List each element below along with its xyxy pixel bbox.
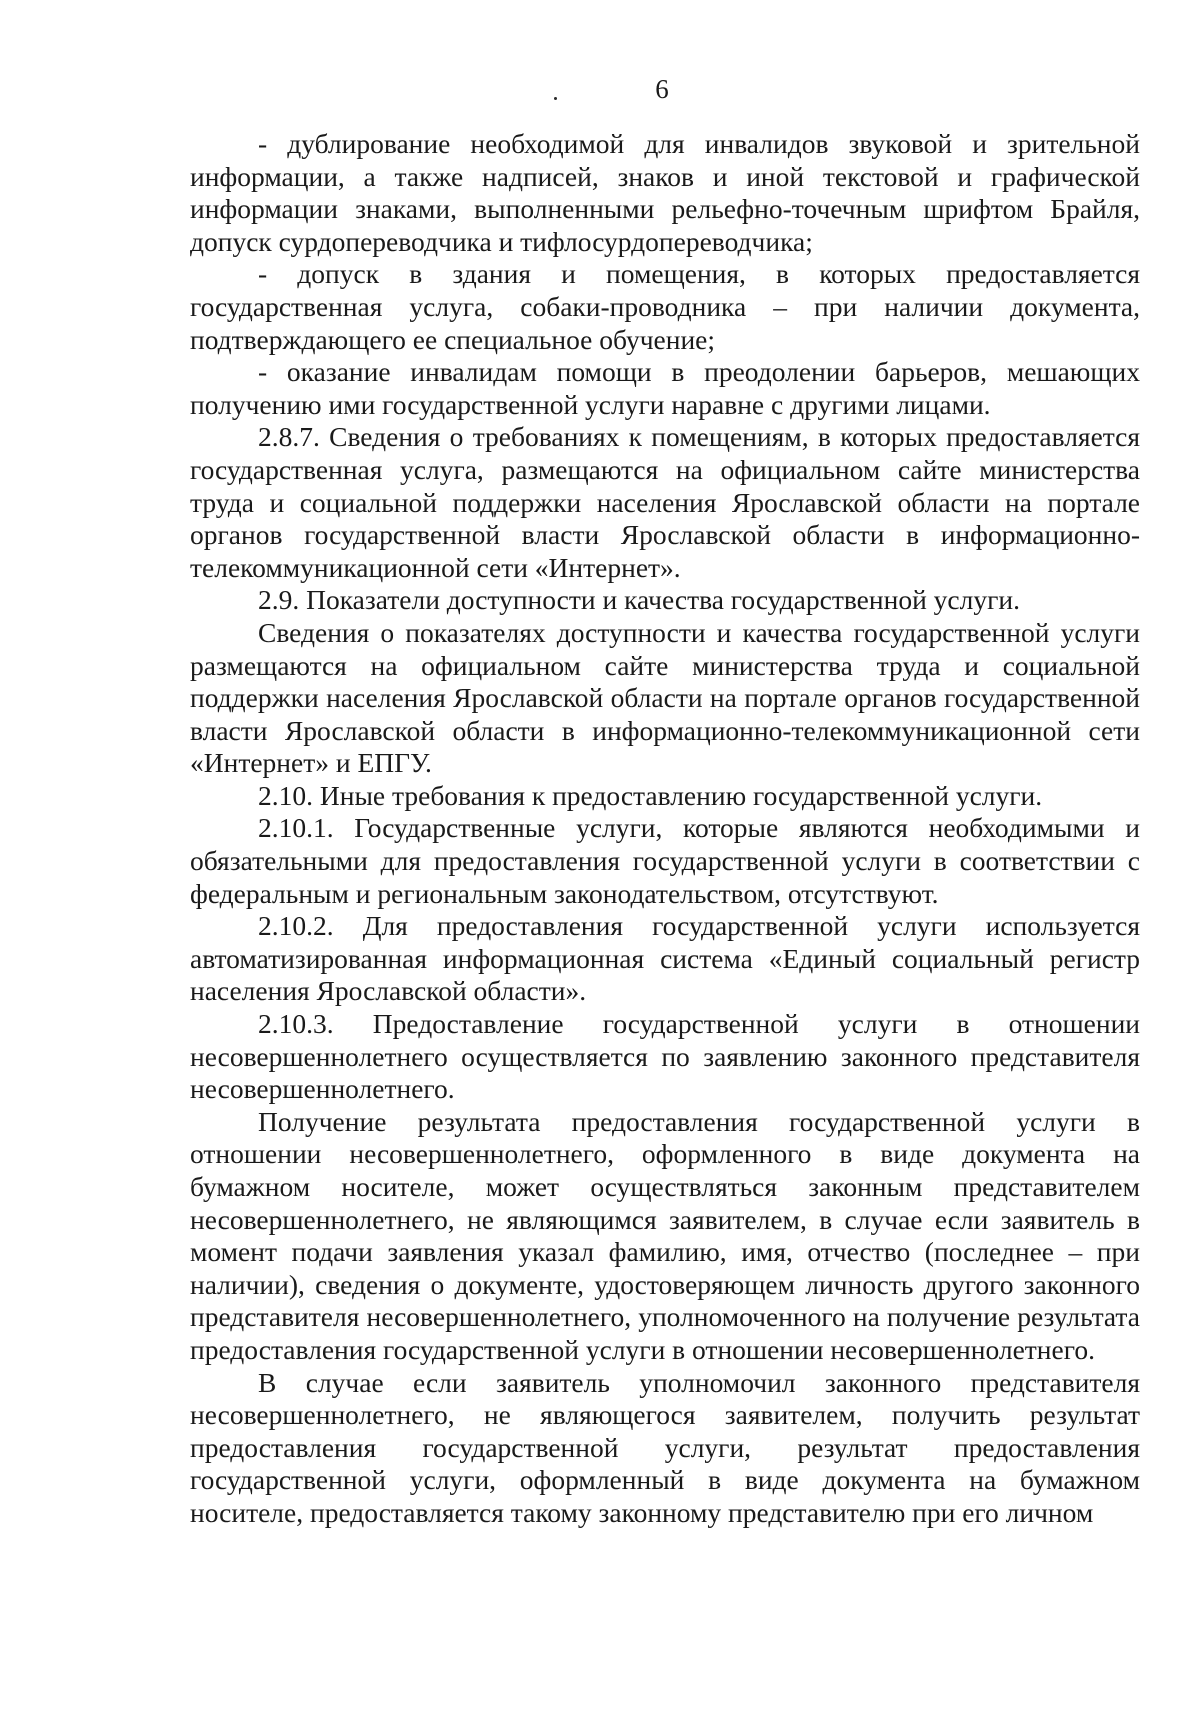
scan-speck [554, 97, 557, 100]
page-number-label: 6 [655, 74, 669, 104]
document-body [190, 128, 1140, 1530]
paragraph-braille-duplication: - дублирование необходимой для инвалидов звуковой и зрительной информации, а также надписей, знаков и иной текстовой и графической информации знаками, выполненными рельефно-точечным шрифтом Брайля, допуск сурдопереводчика и тифлосурдопереводчика; [190, 128, 1140, 257]
paragraph-section-2-10-1: 2.10.1. Государственные услуги, которые являются необходимыми и обязательными для предоставления государственной услуги в соответствии с федеральным и региональным законодательством, отсутствуют. [190, 812, 1140, 909]
paragraph-authorized-representative: В случае если заявитель уполномочил законного представителя несовершеннолетнего, не являющегося заявителем, получить результат предоставления государственной услуги, результат предоставления государственной услуги, оформленный в виде документа на бумажном носителе, предоставляется такому законному представителю при его личном [190, 1366, 1140, 1528]
paragraph-section-2-9-heading: 2.9. Показатели доступности и качества государственной услуги. [258, 584, 1020, 616]
paragraph-accessibility-indicators: Сведения о показателях доступности и качества государственной услуги размещаются на официальном сайте министерства труда и социальной поддержки населения Ярославской области на портале органов государственной власти Ярославской области в информационно-телекоммуникационной сети «Интернет» и ЕПГУ. [190, 616, 1140, 779]
paragraph-barrier-assistance: - оказание инвалидам помощи в преодолении барьеров, мешающих получению ими государственной услуги наравне с другими лицами. [190, 356, 1140, 420]
paragraph-section-2-8-7: 2.8.7. Сведения о требованиях к помещениям, в которых предоставляется государственная услуга, размещаются на официальном сайте министерства труда и социальной поддержки населения Ярославской области на портале органов государственной власти Ярославской области в информационно-телекоммуникационной сети «Интернет». [190, 421, 1140, 583]
paragraph-section-2-10-3: 2.10.3. Предоставление государственной услуги в отношении несовершеннолетнего осуществляется по заявлению законного представителя несовершеннолетнего. [190, 1008, 1140, 1105]
paragraph-section-2-10-heading: 2.10. Иные требования к предоставлению государственной услуги. [258, 779, 1043, 811]
paragraph-guide-dog-access: - допуск в здания и помещения, в которых предоставляется государственная услуга, собаки-проводника – при наличии документа, подтверждающего ее специальное обучение; [190, 258, 1140, 355]
paragraph-result-receipt: Получение результата предоставления государственной услуги в отношении несовершеннолетнего, оформленного в виде документа на бумажном носителе, может осуществляться законным представителем несовершеннолетнего, не являющимся заявителем, в случае если заявитель в момент подачи заявления указал фамилию, имя, отчество (последнее – при наличии), сведения о документе, удостоверяющем личность другого законного представителя несовершеннолетнего, уполномоченного на получение результата предоставления государственной услуги в отношении несовершеннолетнего. [190, 1105, 1140, 1365]
page-number [0, 72, 1200, 106]
paragraph-section-2-10-2: 2.10.2. Для предоставления государственной услуги используется автоматизированная информационная система «Единый социальный регистр населения Ярославской области». [190, 910, 1140, 1007]
